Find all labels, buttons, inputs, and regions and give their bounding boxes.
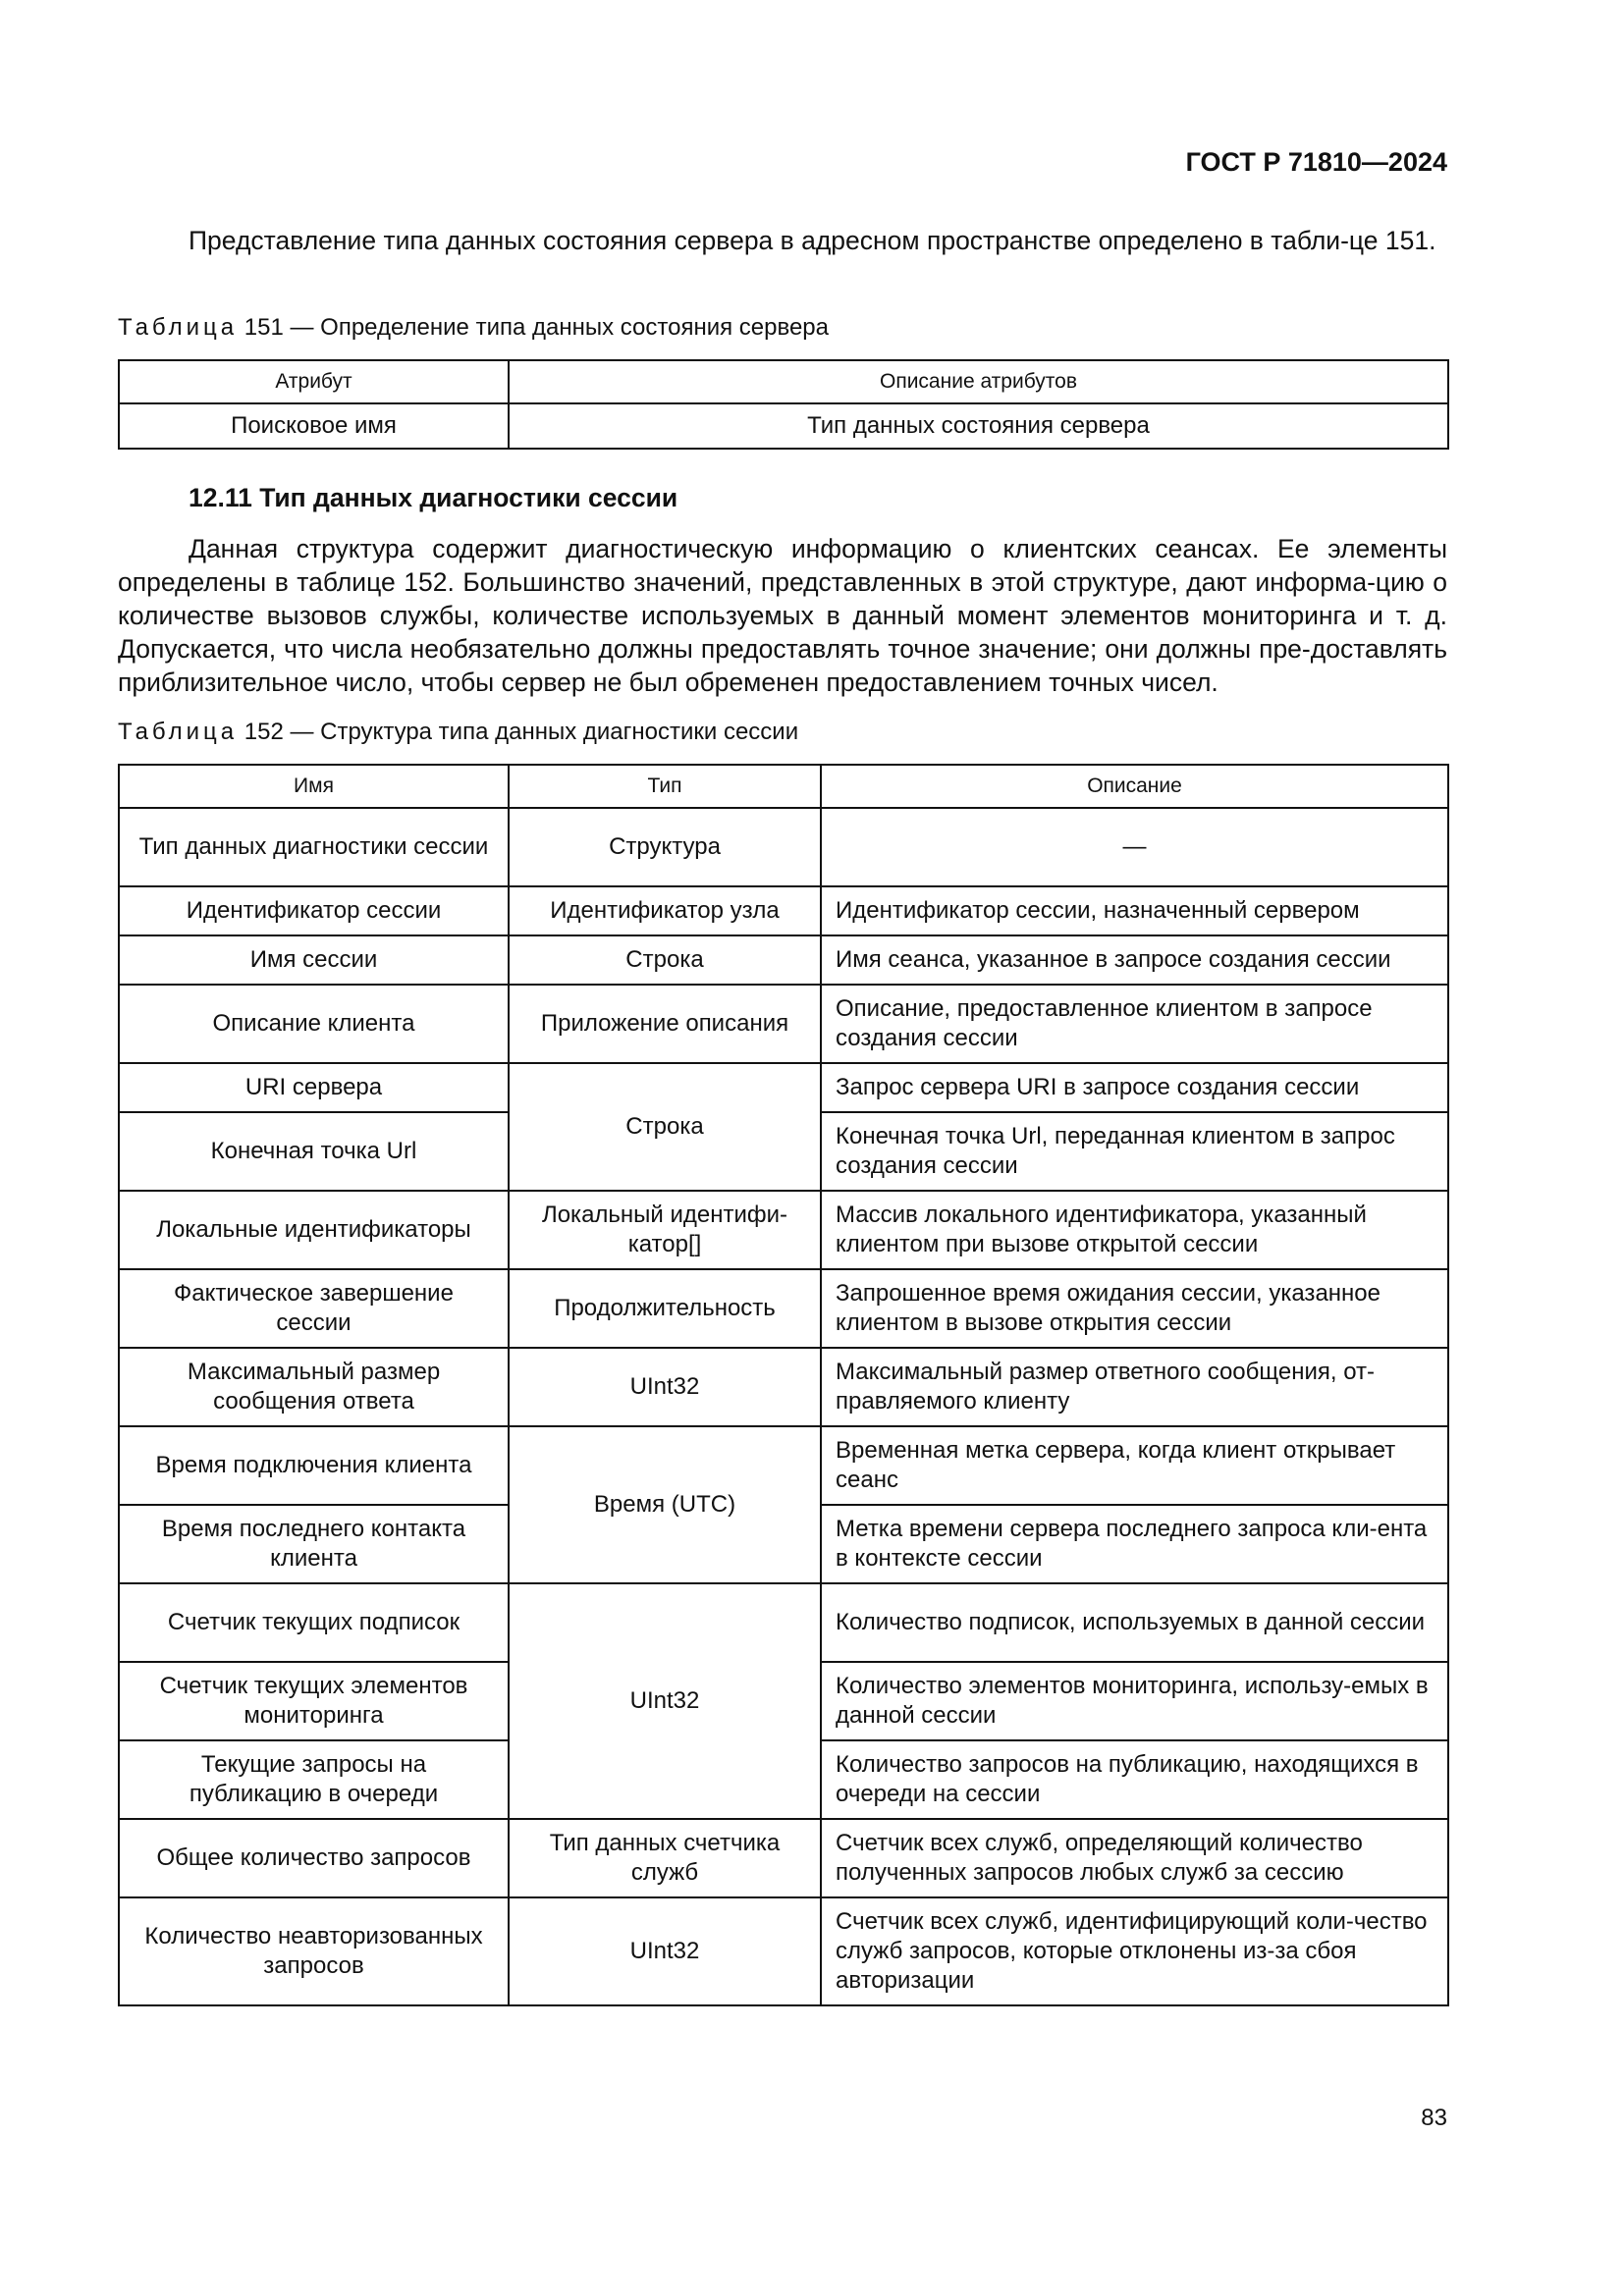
cell-type: Локальный идентифи-катор[] — [509, 1191, 821, 1269]
cell-type: Строка — [509, 1063, 821, 1191]
cell-name: Текущие запросы на публикацию в очереди — [119, 1740, 509, 1819]
cell-name: Фактическое завершение сессии — [119, 1269, 509, 1348]
cell-type: Строка — [509, 935, 821, 985]
caption-prefix: Таблица — [118, 719, 239, 745]
table-151-caption — [118, 314, 829, 342]
cell-name: URI сервера — [119, 1063, 509, 1112]
document-code: ГОСТ Р 71810—2024 — [1185, 147, 1447, 177]
cell-description: Тип данных состояния сервера — [509, 403, 1448, 449]
header-attribute: Атрибут — [119, 360, 509, 403]
cell-description: Метка времени сервера последнего запроса кли-ента в контексте сессии — [821, 1505, 1448, 1583]
table-row — [119, 886, 1448, 935]
intro-paragraph: Представление типа данных состояния сервера в адресном пространстве определено в табли-це 151. — [189, 226, 1436, 255]
cell-name: Время подключения клиента — [119, 1426, 509, 1505]
table-row — [119, 1348, 1448, 1426]
table-row — [119, 1583, 1448, 1662]
header-type: Тип — [509, 765, 821, 808]
table-row — [119, 1819, 1448, 1897]
cell-name: Количество неавторизованных запросов — [119, 1897, 509, 2005]
table-row — [119, 1191, 1448, 1269]
cell-description: Счетчик всех служб, идентифицирующий коли-чество служб запросов, которые отклонены из-за сбоя авторизации — [821, 1897, 1448, 2005]
page-number: 83 — [1421, 2105, 1447, 2131]
table-row — [119, 935, 1448, 985]
caption-prefix: Таблица — [118, 314, 239, 341]
cell-name: Счетчик текущих элементов мониторинга — [119, 1662, 509, 1740]
cell-name: Счетчик текущих подписок — [119, 1583, 509, 1662]
caption-text: 151 — Определение типа данных состояния сервера — [238, 314, 829, 341]
header-name: Имя — [119, 765, 509, 808]
table-152-caption — [118, 719, 798, 746]
cell-type: Время (UTC) — [509, 1426, 821, 1583]
cell-type: UInt32 — [509, 1583, 821, 1819]
table-row — [119, 1426, 1448, 1505]
cell-description: Имя сеанса, указанное в запросе создания сессии — [821, 935, 1448, 985]
section-heading: 12.11 Тип данных диагностики сессии — [189, 483, 678, 512]
table-row — [119, 1063, 1448, 1112]
table-row — [119, 808, 1448, 886]
table-header-row — [119, 360, 1448, 403]
section-body: Данная структура содержит диагностическую информацию о клиентских сеансах. Ее элементы определены в таблице 152. Большинство значений, представленных в этой структуре, дают информа-цию о количестве вызовов службы, количестве используемых в данный момент элементов мониторинга и т. д. Допускается, что числа необязательно должны предоставлять точное значение; они должны пре-доставлять приблизительное число, чтобы сервер не был обременен предоставлением точных чисел. — [118, 534, 1447, 697]
cell-name: Идентификатор сессии — [119, 886, 509, 935]
cell-description: Временная метка сервера, когда клиент открывает сеанс — [821, 1426, 1448, 1505]
cell-name: Общее количество запросов — [119, 1819, 509, 1897]
cell-description: Максимальный размер ответного сообщения, от-правляемого клиенту — [821, 1348, 1448, 1426]
table-row — [119, 1897, 1448, 2005]
caption-text: 152 — Структура типа данных диагностики сессии — [238, 719, 799, 745]
cell-attribute: Поисковое имя — [119, 403, 509, 449]
header-attribute-description: Описание атрибутов — [509, 360, 1448, 403]
table-152 — [118, 764, 1449, 2006]
cell-description: Запрос сервера URI в запросе создания сессии — [821, 1063, 1448, 1112]
cell-description: Количество запросов на публикацию, находящихся в очереди на сессии — [821, 1740, 1448, 1819]
cell-name: Локальные идентификаторы — [119, 1191, 509, 1269]
cell-description: Количество элементов мониторинга, использу-емых в данной сессии — [821, 1662, 1448, 1740]
cell-type: Структура — [509, 808, 821, 886]
cell-type: Идентификатор узла — [509, 886, 821, 935]
cell-name: Максимальный размер сообщения ответа — [119, 1348, 509, 1426]
cell-type: Приложение описания — [509, 985, 821, 1063]
cell-name: Имя сессии — [119, 935, 509, 985]
cell-type: UInt32 — [509, 1897, 821, 2005]
table-row — [119, 985, 1448, 1063]
cell-description: — — [821, 808, 1448, 886]
cell-description: Количество подписок, используемых в данной сессии — [821, 1583, 1448, 1662]
cell-description: Описание, предоставленное клиентом в запросе создания сессии — [821, 985, 1448, 1063]
cell-type: Продолжительность — [509, 1269, 821, 1348]
header-description: Описание — [821, 765, 1448, 808]
cell-name: Конечная точка Url — [119, 1112, 509, 1191]
cell-description: Запрошенное время ожидания сессии, указанное клиентом в вызове открытия сессии — [821, 1269, 1448, 1348]
cell-name: Тип данных диагностики сессии — [119, 808, 509, 886]
cell-description: Массив локального идентификатора, указанный клиентом при вызове открытой сессии — [821, 1191, 1448, 1269]
table-row — [119, 403, 1448, 449]
cell-type: Тип данных счетчика служб — [509, 1819, 821, 1897]
table-151 — [118, 359, 1449, 450]
cell-description: Конечная точка Url, переданная клиентом в запрос создания сессии — [821, 1112, 1448, 1191]
cell-description: Счетчик всех служб, определяющий количество полученных запросов любых служб за сессию — [821, 1819, 1448, 1897]
table-header-row — [119, 765, 1448, 808]
cell-type: UInt32 — [509, 1348, 821, 1426]
cell-name: Описание клиента — [119, 985, 509, 1063]
cell-name: Время последнего контакта клиента — [119, 1505, 509, 1583]
cell-description: Идентификатор сессии, назначенный сервером — [821, 886, 1448, 935]
table-row — [119, 1269, 1448, 1348]
